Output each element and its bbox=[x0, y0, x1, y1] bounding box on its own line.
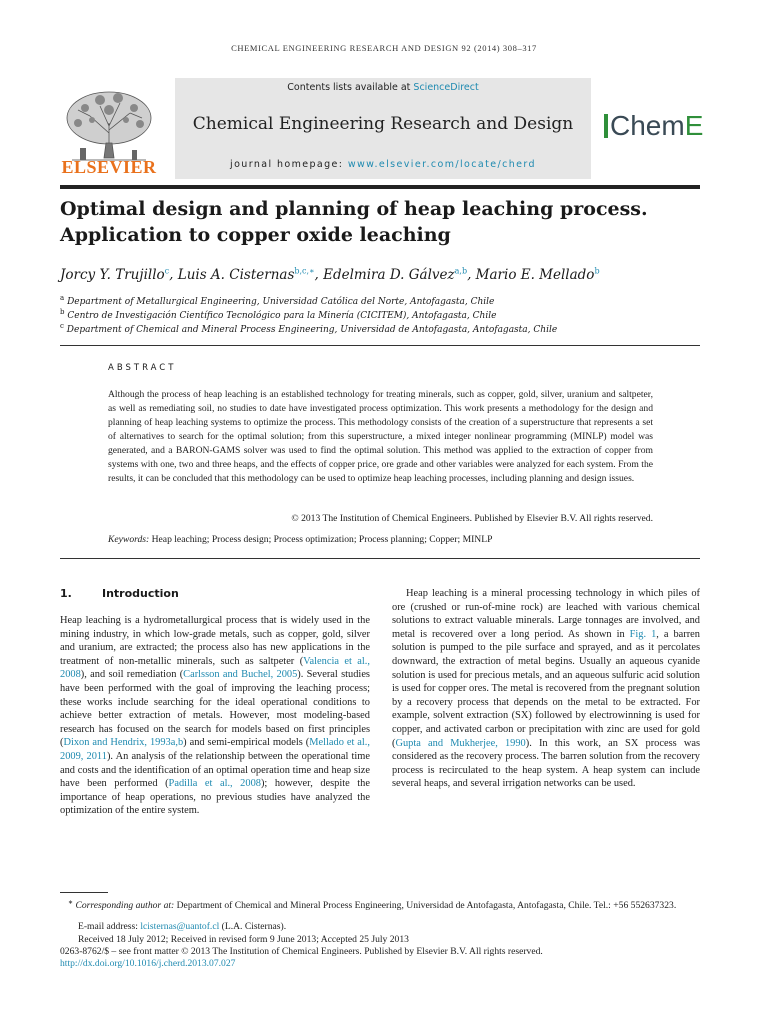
keywords bbox=[108, 534, 668, 545]
citation-link[interactable]: Gupta and Mukherjee, 1990 bbox=[395, 737, 526, 749]
icheme-e: E bbox=[684, 110, 704, 141]
author[interactable]: Jorcy Y. Trujillo$^c$ bbox=[60, 266, 170, 283]
citation-link[interactable]: Mellado et al., 2009, 2011 bbox=[60, 737, 371, 762]
icheme-text: Chem bbox=[610, 110, 685, 141]
running-head: CHEMICAL ENGINEERING RESEARCH AND DESIGN 92 (2014) 308–317 bbox=[231, 43, 537, 53]
abstract-heading: ABSTRACT bbox=[108, 363, 177, 373]
figure-link[interactable]: Fig. 1 bbox=[629, 628, 657, 640]
email-link[interactable]: lcisternas@uantof.cl bbox=[140, 921, 220, 932]
received-dates: Received 18 July 2012; Received in revised form 9 June 2013; Accepted 25 July 2013 bbox=[78, 934, 409, 945]
email-note: E-mail address: lcisternas@uantof.cl (L.A. Cisternas). bbox=[78, 921, 287, 932]
citation-link[interactable]: Valencia et al., 2008 bbox=[60, 655, 370, 681]
homepage-link[interactable]: www.elsevier.com/locate/cherd bbox=[347, 159, 536, 170]
elsevier-wordmark: ELSEVIER bbox=[61, 157, 157, 177]
doi-line bbox=[60, 958, 700, 970]
author[interactable]: Mario E. Mellado$^b$ bbox=[475, 266, 600, 283]
keywords-label: Keywords: bbox=[108, 534, 150, 545]
affiliation: $^b$ Centro de Investigación Científico Tecnológico para la Minería (CICITEM), Antofagasta, Chile bbox=[60, 308, 497, 321]
abstract-body: Although the process of heap leaching is an established technology for treating minerals, such as copper, gold, silver, uranium and saltpeter, as well as remediating soil, no studies to date have investigated process optimization. This work presents a methodology for the design and planning of heap leaching systems to optimize the process. This methodology consists of the creation of a superstructure that represents a set of alternatives to search for the optimal solution; from this superstructure, a mixed integer nonlinear programming (MINLP) model was generated, and a BARON-GAMS solver was used to find the optimal solution. This method was applied to the extraction of copper from systems with one, two and three heaps, and the effects of copper price, ore grade and other variables were analyzed for each system. From the results, it can be concluded that this methodology can be used to optimize heap leaching processes, including planning and design issues. bbox=[108, 389, 653, 484]
title-line-1: Optimal design and planning of heap leaching process. bbox=[60, 198, 648, 220]
issn-line: 0263-8762/$ – see front matter © 2013 The Institution of Chemical Engineers. Published by Elsevier B.V. All rights reserved. bbox=[60, 946, 543, 957]
author[interactable]: Luis A. Cisternas$^{b,c,∗}$ bbox=[177, 266, 315, 283]
contents-prefix: Contents lists available at bbox=[287, 82, 414, 93]
sciencedirect-link[interactable]: ScienceDirect bbox=[413, 82, 479, 93]
journal-homepage bbox=[175, 159, 591, 170]
keywords-list: Heap leaching; Process design; Process optimization; Process planning; Copper; MINLP bbox=[151, 534, 493, 545]
journal-title: Chemical Engineering Research and Design bbox=[192, 114, 574, 134]
title-line-2: Application to copper oxide leaching bbox=[60, 224, 451, 246]
abstract-top-rule bbox=[60, 345, 700, 346]
header-rule bbox=[60, 185, 700, 189]
author[interactable]: Edelmira D. Gálvez$^{a,b}$ bbox=[323, 266, 468, 283]
corresponding-author-note: ∗ Corresponding author at: Department of Chemical and Mineral Process Engineering, Universidad de Antofagasta, Antofagasta, Chile. Tel.: +56 552637323. bbox=[68, 900, 677, 912]
body-column-left: Heap leaching is a hydrometallurgical process that is widely used in the mining industry, in which low-grade metals, such as copper, gold, silver and uranium, are extracted; the process also has new applications in the treatment of non-metallic minerals, such as saltpeter (Valencia et al., 2008), and soil remediation (Carlsson and Buchel, 2005). Several studies have been performed with the goal of improving the leaching process; these works include searching for the ideal operational conditions to achieve better extraction of metals. However, most modeling-based research has focused on the search for models based on first principles (Dixon and Hendrix, 1993a,b) and semi-empirical models (Mellado et al., 2009, 2011). An analysis of the relationship between the operational time and costs and the identification of an optimal operation time and heap size have been performed (Padilla et al., 2008); however, despite the importance of heap operations, no previous studies have analyzed the optimization of the entire system. bbox=[60, 615, 371, 817]
citation-link[interactable]: Carlsson and Buchel, 2005 bbox=[183, 669, 298, 681]
affiliation: $^c$ Department of Chemical and Mineral Process Engineering, Universidad de Antofagasta, Antofagasta, Chile bbox=[60, 322, 558, 335]
abstract-bottom-rule bbox=[60, 558, 700, 559]
footnote-rule bbox=[60, 892, 108, 893]
citation-link[interactable]: Dixon and Hendrix, 1993a,b bbox=[63, 737, 184, 749]
section-heading: 1. Introduction bbox=[60, 587, 179, 600]
contents-line bbox=[175, 82, 591, 93]
citation-link[interactable]: Padilla et al., 2008 bbox=[168, 778, 261, 790]
article-title bbox=[60, 196, 700, 248]
affiliation: $^a$ Department of Metallurgical Engineering, Universidad Católica del Norte, Antofagasta, Chile bbox=[60, 294, 495, 307]
homepage-prefix: journal homepage: bbox=[230, 159, 348, 170]
doi-link[interactable]: http://dx.doi.org/10.1016/j.cherd.2013.07.027 bbox=[60, 958, 236, 969]
abstract-copyright: © 2013 The Institution of Chemical Engineers. Published by Elsevier B.V. All rights reserved. bbox=[291, 513, 653, 524]
icheme-logo bbox=[604, 110, 703, 142]
icheme-bar-icon bbox=[604, 114, 608, 138]
author-list: Jorcy Y. Trujillo$^c$, Luis A. Cisternas$^{b,c,∗}$, Edelmira D. Gálvez$^{a,b}$, Mario E. Mellado$^b$ bbox=[60, 266, 600, 283]
body-column-right: Heap leaching is a mineral processing technology in which piles of ore (crushed or run-of-mine rock) are leached with various chemical solutions to extract valuable minerals. Large tonnages are involved, and metal is recovered over a long period. As shown in Fig. 1, a barren solution is pumped to the pile surface and sprayed, and as it percolates downward, the extraction of metal begins. Usually an aqueous cyanide solution is used for precious metals, and an aqueous sulfuric acid solution is used for copper ores. The metal is recovered from the pregnant solution by a recovery process that depends on the metal to be extracted. For example, solvent extraction (SX) followed by electrowinning is used for copper, and activated carbon or precipitation with zinc are used for gold (Gupta and Mukherjee, 1990). In this work, an SX process was considered as the recovery process. The barren solution from the recovery process is recirculated to the heap system. A heap system can include several heaps, and several irrigation networks can be used. bbox=[392, 588, 700, 790]
